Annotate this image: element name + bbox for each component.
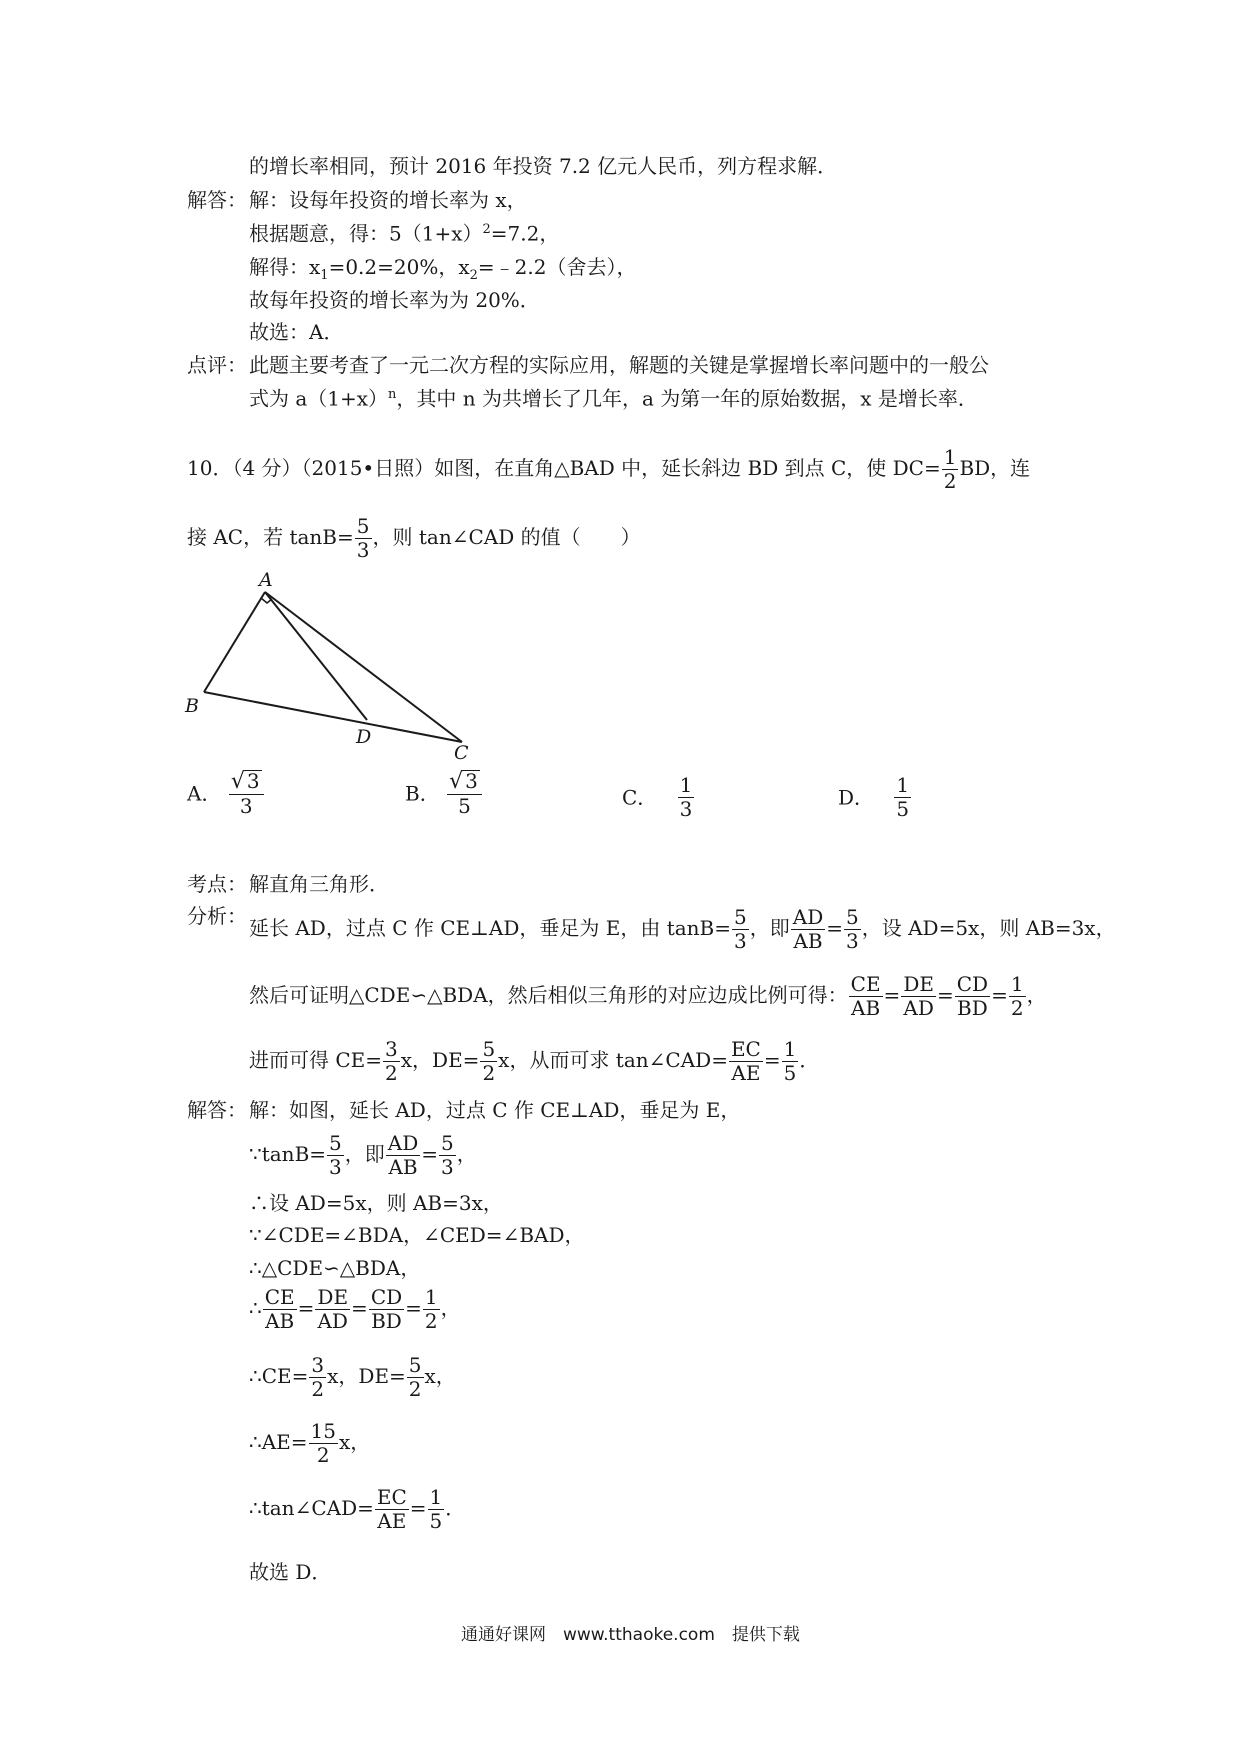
fraction: $\frac{1}{5}$	[429, 1485, 443, 1533]
fraction: $\frac{5}{3}$	[441, 1131, 454, 1179]
segment-ac	[265, 592, 462, 742]
label-d: D	[356, 726, 372, 748]
solution-line-5: ∴△CDE∽△BDA，	[249, 1256, 421, 1280]
option-a[interactable]: A． $\frac{√ 3}{3}$	[187, 770, 265, 817]
fraction: $\frac{5}{3}$	[734, 905, 747, 953]
fraction: $\frac{DE}{AD}$	[317, 1285, 349, 1333]
prev-answer-4: 故每年投资的增长率为为 20%．	[249, 288, 540, 312]
question-line-1: 10．（4 分）（2015•日照）如图，在直角△BAD 中，延长斜边 BD 到点 C，使 DC= $\frac{1}{2}$ BD，连	[187, 445, 1031, 493]
solution-line-3: ∴设 AD=5x，则 AB=3x，	[249, 1191, 503, 1215]
fraction: $\frac{√ 3}{3}$	[229, 770, 264, 817]
fraction: $\frac{5}{3}$	[329, 1131, 342, 1179]
fenxi-label: 分析：	[187, 904, 247, 928]
label-c: C	[454, 742, 469, 762]
label-b: B	[185, 695, 199, 717]
comment-label: 点评：	[187, 353, 247, 377]
fraction: $\frac{AD}{AB}$	[792, 905, 824, 953]
option-c[interactable]: C． $\frac{1}{3}$	[622, 773, 693, 821]
fraction: $\frac{5}{3}$	[846, 905, 859, 953]
fraction: $\frac{CD}{BD}$	[956, 972, 989, 1020]
fraction: $\frac{1}{2}$	[1010, 972, 1024, 1020]
fraction: $\frac{1}{5}$	[783, 1037, 797, 1085]
answer-label: 解答：	[187, 188, 247, 212]
prev-answer-2: 根据题意，得：$5(1+x)^2=7.2$，	[249, 221, 560, 246]
analysis-line-1: 延长 AD，过点 C 作 CE⊥AD，垂足为 E，由 tanB= $\frac{5}{3}$ ，即 $\frac{AD}{AB}$ = $\frac{5}{3}$ ，设 AD=5x，则 AB=3x，	[249, 905, 1116, 953]
prev-answer-3: 解得：$x_1=0.2=20\%$，$x_2=﹣2.2$（舍去），	[249, 255, 637, 283]
fraction: $\frac{1}{3}$	[679, 773, 693, 821]
segment-ad	[265, 592, 367, 720]
solution-line-7: ∴CE= $\frac{3}{2}$ x，DE= $\frac{5}{2}$ x，	[249, 1353, 456, 1401]
fraction: $\frac{5}{2}$	[408, 1353, 422, 1401]
solution-line-9: ∴tan∠CAD= $\frac{EC}{AE}$ = $\frac{1}{5}$ ．	[249, 1485, 466, 1533]
solution-line-10: 故选 D．	[249, 1560, 332, 1584]
fraction: $\frac{DE}{AD}$	[903, 972, 934, 1020]
solution-label: 解答：	[187, 1098, 247, 1122]
prev-line-1: 的增长率相同，预计 2016 年投资 7.2 亿元人民币，列方程求解．	[249, 154, 838, 178]
comment-line-2: 式为 $a(1+x)^n$，其中 n 为共增长了几年，a 为第一年的原始数据，x 是增长率．	[249, 386, 978, 411]
analysis-line-2: 然后可证明△CDE∽△BDA，然后相似三角形的对应边成比例可得： $\frac{CE}{AB}$ = $\frac{DE}{AD}$ = $\frac{CD}{BD}$ = $\frac{1}{2}$ ，	[249, 972, 1047, 1020]
fraction: $\frac{CE}{AB}$	[850, 972, 881, 1020]
segment-ab	[204, 592, 265, 692]
fraction: $\frac{5}{3}$	[356, 514, 370, 562]
fraction: $\frac{1}{2}$	[424, 1285, 438, 1333]
triangle-figure	[180, 572, 480, 762]
solution-line-4: ∵∠CDE=∠BDA，∠CED=∠BAD，	[249, 1223, 585, 1247]
fraction: $\frac{1}{5}$	[896, 773, 910, 821]
fraction: $\frac{1}{2}$	[943, 445, 957, 493]
fraction: $\frac{EC}{AE}$	[730, 1037, 761, 1085]
fraction: $\frac{5}{2}$	[482, 1037, 496, 1085]
fraction: $\frac{CE}{AB}$	[264, 1285, 295, 1333]
segment-bc	[204, 692, 462, 742]
kaodian-text: 解直角三角形．	[249, 872, 389, 896]
radical-sign-icon: √	[449, 769, 464, 794]
label-a: A	[259, 572, 273, 591]
radical-sign-icon: √	[230, 769, 245, 794]
fraction: $\frac{√ 3}{5}$	[447, 770, 482, 817]
comment-line-1: 此题主要考查了一元二次方程的实际应用，解题的关键是掌握增长率问题中的一般公	[249, 353, 989, 377]
kaodian-label: 考点：	[187, 872, 247, 896]
solution-line-8: ∴AE= $\frac{15}{2}$ x，	[249, 1419, 371, 1467]
fraction: $\frac{15}{2}$	[310, 1419, 336, 1467]
fraction: $\frac{CD}{BD}$	[370, 1285, 403, 1333]
solution-line-2: ∵tanB= $\frac{5}{3}$ ，即 $\frac{AD}{AB}$ = $\frac{5}{3}$ ，	[249, 1131, 477, 1179]
fraction: $\frac{3}{2}$	[385, 1037, 398, 1085]
solution-line-6: ∴ $\frac{CE}{AB}$ = $\frac{DE}{AD}$ = $\frac{CD}{BD}$ = $\frac{1}{2}$ ，	[249, 1285, 461, 1333]
question-line-2: 接 AC，若 tanB= $\frac{5}{3}$ ，则 tan∠CAD 的值（ ）	[187, 514, 641, 562]
prev-answer-1: 解：设每年投资的增长率为 x，	[249, 188, 527, 212]
page-footer: 通通好课网 www.tthaoke.com 提供下载	[461, 1625, 800, 1645]
option-b[interactable]: B． $\frac{√ 3}{5}$	[405, 770, 483, 817]
fraction: $\frac{AD}{AB}$	[387, 1131, 419, 1179]
analysis-line-3: 进而可得 CE= $\frac{3}{2}$ x，DE= $\frac{5}{2}$ x，从而可求 tan∠CAD= $\frac{EC}{AE}$ = $\frac{1}{5}$ ．	[249, 1037, 820, 1085]
fraction: $\frac{EC}{AE}$	[376, 1485, 407, 1533]
prev-answer-5: 故选：A．	[249, 320, 344, 344]
option-d[interactable]: D． $\frac{1}{5}$	[838, 773, 910, 821]
solution-line-1: 解：如图，延长 AD，过点 C 作 CE⊥AD，垂足为 E，	[249, 1098, 741, 1122]
fraction: $\frac{3}{2}$	[311, 1353, 325, 1401]
